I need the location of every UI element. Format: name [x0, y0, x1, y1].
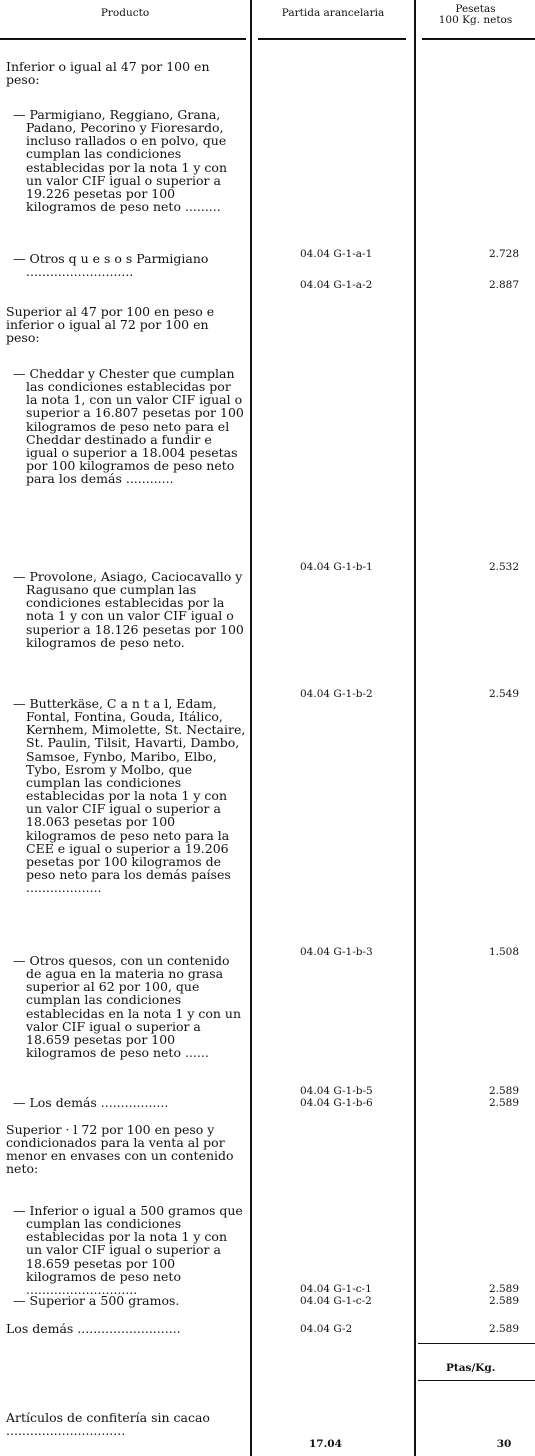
price-value: 2.887	[488, 279, 520, 291]
item-4	[6, 570, 246, 649]
tariff-code: 04.04 G-1-b-1	[300, 561, 373, 573]
tariff-code: 04.04 G-1-b-5	[300, 1085, 373, 1097]
item-7	[6, 1096, 246, 1109]
unit-rule-top	[418, 1343, 535, 1344]
section-heading: Superior al 47 por 100 en peso e inferior o igual al 72 por 100 en peso:	[6, 304, 215, 346]
tariff-code: 04.04 G-1-c-2	[300, 1295, 372, 1307]
unit-rule-bottom	[418, 1380, 535, 1381]
price-value: 2.589	[488, 1295, 520, 1307]
header-tariff: Partida arancelaria	[281, 7, 385, 19]
item-1	[6, 108, 246, 213]
item-text: — Otros q u e s o s Parmigiano ...........................	[13, 251, 209, 280]
confiteria	[6, 1411, 246, 1437]
price-value: 2.728	[488, 248, 520, 260]
price-value: 2.589	[488, 1097, 520, 1109]
header-price-line1: Pesetas	[455, 3, 496, 15]
section-2	[6, 305, 246, 344]
item-text: — Otros quesos, con un contenido de agua en la materia no grasa superior al 62 por 100, que cumplan las condiciones establecidas en la nota 1 y con un valor CIF igual o superior a 18.659 pesetas por 100 kilogramos de peso neto ......	[13, 953, 242, 1061]
header-price	[416, 4, 535, 26]
header-product: Producto	[100, 7, 150, 19]
tariff-code: 04.04 G-1-a-2	[300, 279, 373, 291]
section-heading: Superior · l 72 por 100 en peso y condicionados para la venta al por menor en envases con un contenido neto:	[6, 1122, 234, 1177]
header-rule-product	[0, 38, 246, 40]
header-rule-price	[422, 38, 535, 40]
item-6	[6, 954, 246, 1059]
price-value: 2.589	[488, 1283, 520, 1295]
header-rule-tariff	[258, 38, 406, 40]
price-value: 2.549	[488, 688, 520, 700]
item-8	[6, 1204, 246, 1296]
item-3	[6, 367, 246, 485]
los-demas-text: Los demás ..........................	[6, 1321, 181, 1336]
price-value: 30	[496, 1438, 512, 1450]
item-5	[6, 697, 246, 894]
unit-label: Ptas/Kg.	[446, 1362, 496, 1374]
tariff-code: 04.04 G-1-a-1	[300, 248, 373, 260]
column-divider-2	[414, 0, 416, 1456]
price-value: 2.589	[488, 1085, 520, 1097]
item-text: — Provolone, Asiago, Caciocavallo y Ragusano que cumplan las condiciones establecidas por la nota 1 y con un valor CIF igual o superior a 18.126 pesetas por 100 kilogramos de peso neto.	[13, 569, 244, 650]
item-text: — Los demás .................	[13, 1095, 169, 1110]
price-value: 2.532	[488, 561, 520, 573]
section-1	[6, 60, 246, 86]
price-value: 2.589	[488, 1323, 520, 1335]
los-demas	[6, 1322, 246, 1335]
confiteria-text: Artículos de confitería sin cacao ..............................	[6, 1410, 210, 1439]
tariff-code: 04.04 G-1-b-3	[300, 946, 373, 958]
tariff-code: 17.04	[309, 1438, 342, 1450]
tariff-code: 04.04 G-2	[300, 1323, 353, 1335]
section-heading: Inferior o igual al 47 por 100 en peso:	[6, 59, 210, 88]
price-value: 1.508	[488, 946, 520, 958]
section-3	[6, 1123, 246, 1176]
tariff-code: 04.04 G-1-c-1	[300, 1283, 372, 1295]
item-2	[6, 252, 246, 278]
item-text: — Parmigiano, Reggiano, Grana, Padano, Pecorino y Fioresardo, incluso rallados o en polvo, que cumplan las condiciones establecidas por la nota 1 y con un valor CIF igual o superior a 19.226 pesetas por 100 kilogramos de peso neto .........	[13, 107, 227, 215]
tariff-code: 04.04 G-1-b-2	[300, 688, 373, 700]
tariff-code: 04.04 G-1-b-6	[300, 1097, 373, 1109]
header-price-line2: 100 Kg. netos	[438, 14, 513, 26]
item-text: — Cheddar y Chester que cumplan las condiciones establecidas por la nota 1, con un valor CIF igual o superior a 16.807 pesetas por 100 kilogramos de peso neto para el Cheddar destinado a fundir e igual o superior a 18.004 pesetas por 100 kilogramos de peso neto para los demás ............	[13, 366, 244, 487]
item-text: — Butterkäse, C a n t a l, Edam, Fontal, Fontina, Gouda, Itálico, Kernhem, Mimolette, St. Nectaire, St. Paulin, Tilsit, Havarti, Dambo, Samsoe, Fynbo, Maribo, Elbo, Tybo, Esrom y Molbo, que cumplan las condiciones establecidas por la nota 1 y con un valor CIF igual o superior a 18.063 pesetas por 100 kilogramos de peso neto para la CEE e igual o superior a 19.206 pesetas por 100 kilogramos de peso neto para los demás países ...................	[13, 696, 246, 896]
item-9	[6, 1294, 246, 1307]
item-text: — Superior a 500 gramos.	[13, 1293, 180, 1308]
column-divider-1	[250, 0, 252, 1456]
item-text: — Inferior o igual a 500 gramos que cumplan las condiciones establecidas por la nota 1 y con un valor CIF igual o superior a 18.659 pesetas por 100 kilogramos de peso neto ............................	[13, 1203, 243, 1297]
